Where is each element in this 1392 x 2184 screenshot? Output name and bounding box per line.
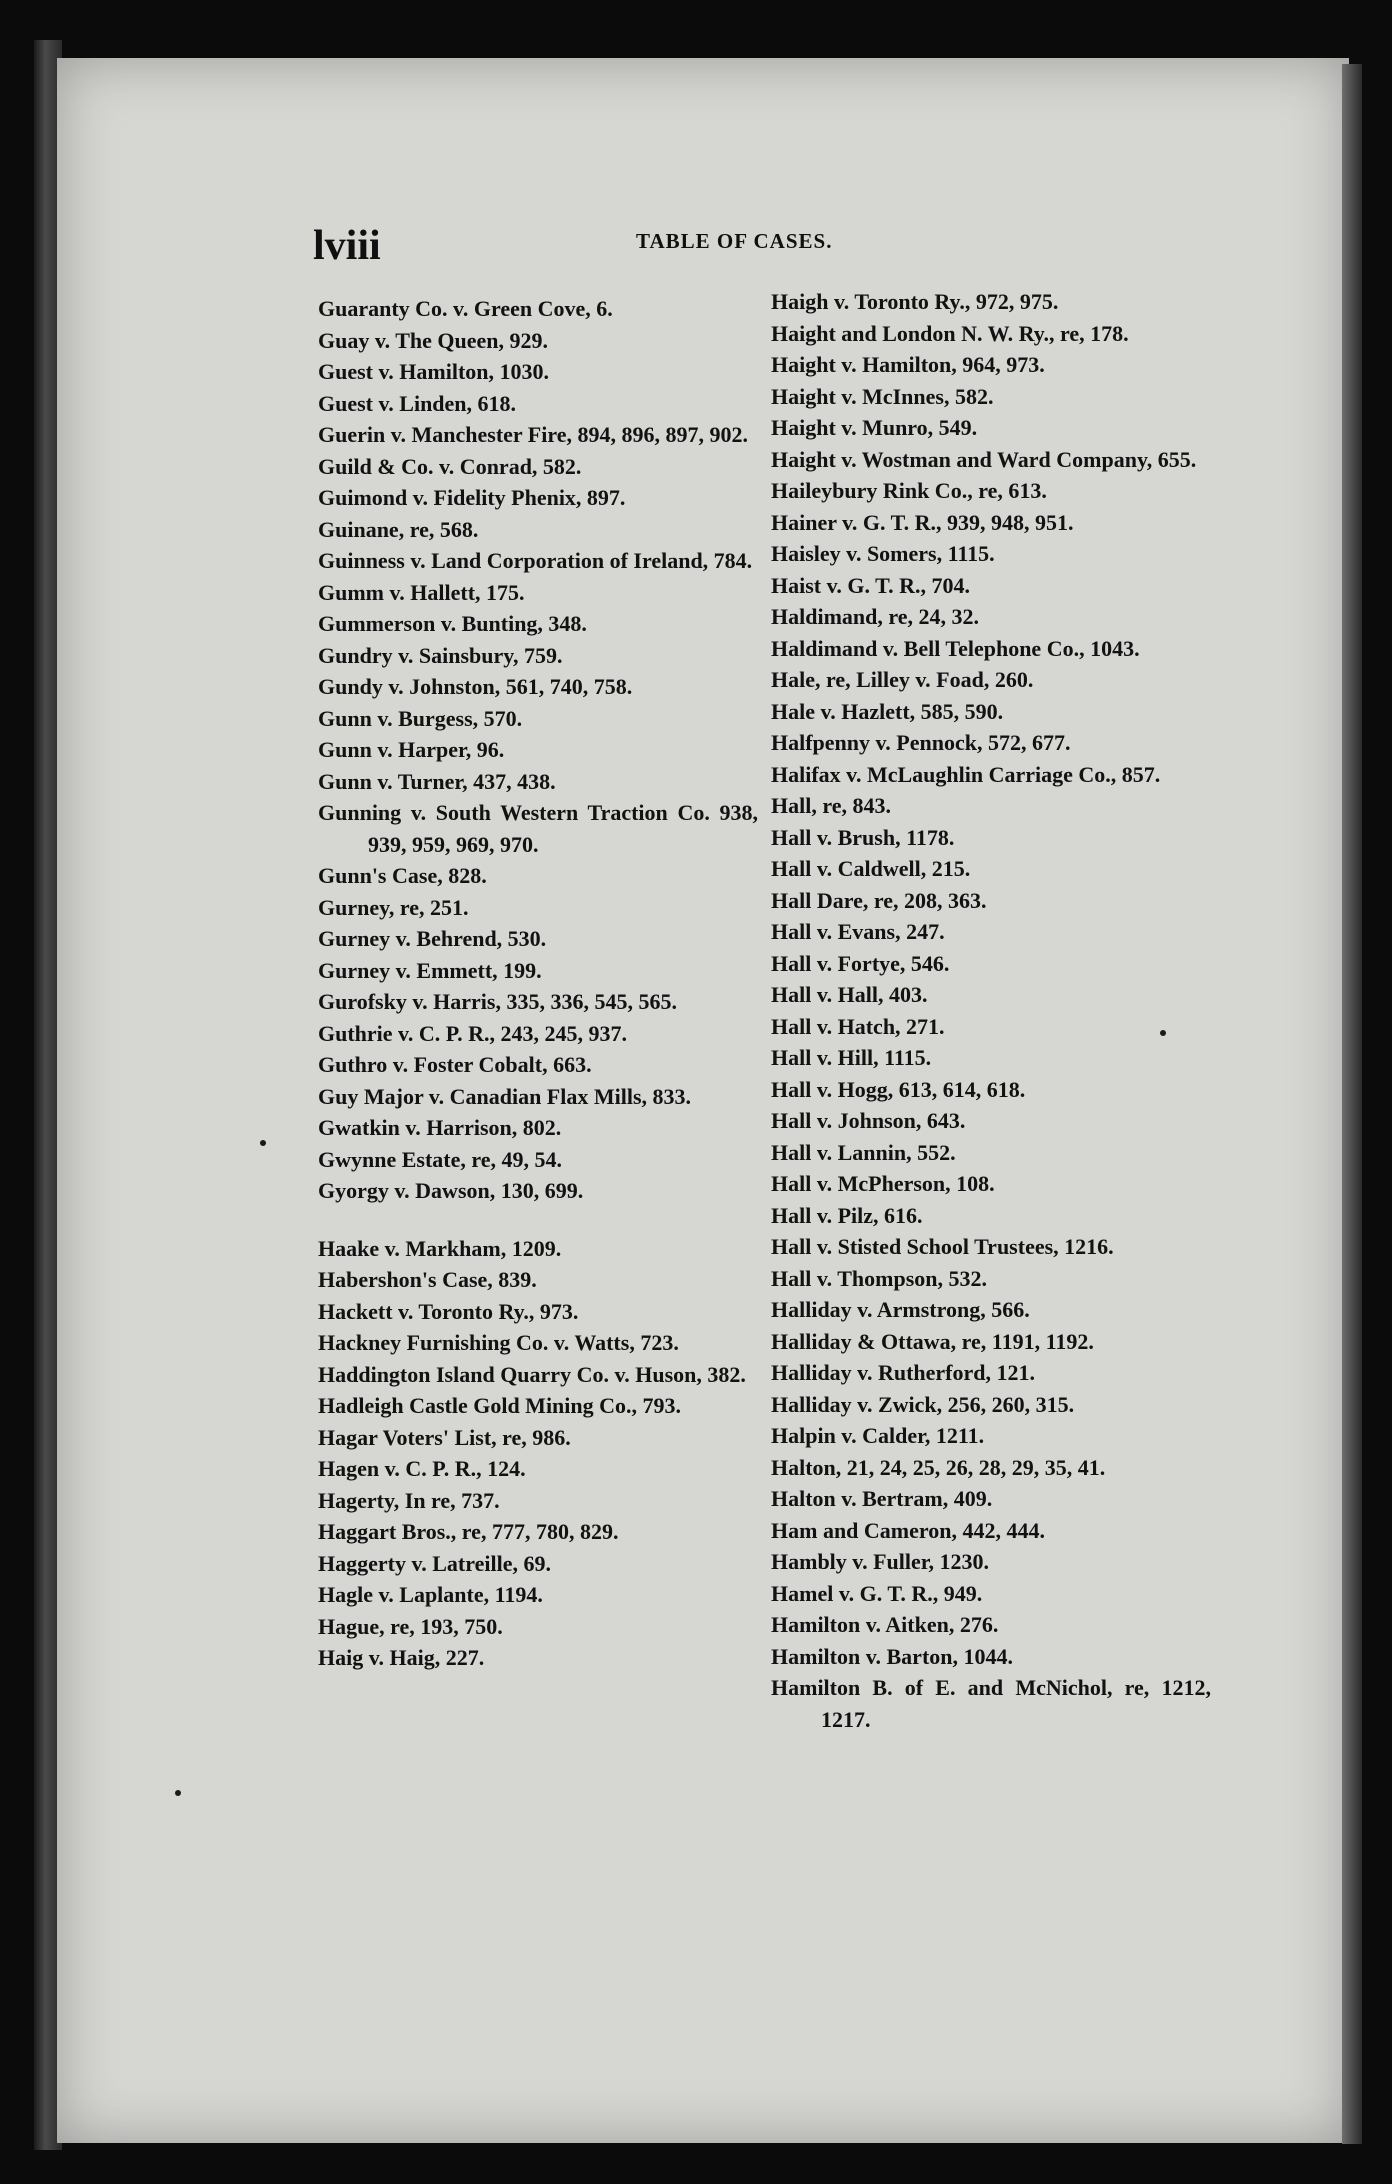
- case-entry: Gunn v. Turner, 437, 438.: [318, 768, 556, 794]
- case-entry: Gurofsky v. Harris, 335, 336, 545, 565.: [318, 989, 677, 1014]
- case-entry: Haight v. Munro, 549.: [771, 415, 978, 440]
- case-entry: Guthro v. Foster Cobalt, 663.: [318, 1052, 592, 1077]
- case-entry: Hall Dare, re, 208, 363.: [771, 887, 987, 913]
- case-entry: Guinness v. Land Corporation of Ireland, 784.: [318, 548, 753, 573]
- case-entry: Hagar Voters' List, re, 986.: [318, 1424, 571, 1450]
- case-entry: Hall v. Hogg, 613, 614, 618.: [771, 1076, 1026, 1102]
- case-entry: Haight v. Hamilton, 964, 973.: [771, 352, 1045, 377]
- case-entry: Halliday v. Armstrong, 566.: [771, 1297, 1030, 1322]
- case-entry: Gurney v. Emmett, 199.: [318, 957, 542, 983]
- case-entry: Hall v. Evans, 247.: [771, 919, 945, 944]
- case-entry: Hague, re, 193, 750.: [318, 1613, 503, 1639]
- case-entry: Guaranty Co. v. Green Cove, 6.: [318, 296, 613, 321]
- case-entry: Haisley v. Somers, 1115.: [771, 541, 995, 566]
- case-entry: Hadleigh Castle Gold Mining Co., 793.: [318, 1393, 682, 1418]
- case-entry: Halfpenny v. Pennock, 572, 677.: [771, 730, 1071, 755]
- left-column: [318, 293, 758, 1674]
- case-entry: Hambly v. Fuller, 1230.: [771, 1549, 989, 1574]
- page-right-edge: [1342, 64, 1362, 2144]
- g-entries: [318, 293, 758, 1207]
- right-entries: [771, 286, 1211, 1735]
- case-entry: Halton v. Bertram, 409.: [771, 1486, 993, 1511]
- dust-speck: [175, 1790, 181, 1796]
- right-column: [771, 286, 1211, 1735]
- case-entry: Gundry v. Sainsbury, 759.: [318, 642, 563, 668]
- case-entry: Gunn's Case, 828.: [318, 863, 487, 888]
- case-entry: Hale, re, Lilley v. Foad, 260.: [771, 667, 1034, 692]
- case-entry: Hamilton B. of E. and McNichol, re, 1212, 1217.: [771, 1675, 1211, 1732]
- case-entry: Gunn v. Harper, 96.: [318, 737, 505, 762]
- case-entry: Guest v. Linden, 618.: [318, 390, 517, 416]
- case-entry: Guimond v. Fidelity Phenix, 897.: [318, 485, 626, 510]
- case-entry: Haig v. Haig, 227.: [318, 1645, 485, 1670]
- case-entry: Halpin v. Calder, 1211.: [771, 1423, 985, 1448]
- case-entry: Haileybury Rink Co., re, 613.: [771, 478, 1047, 503]
- case-entry: Hall v. McPherson, 108.: [771, 1171, 995, 1196]
- case-entry: Hall v. Fortye, 546.: [771, 950, 950, 976]
- case-entry: Guild & Co. v. Conrad, 582.: [318, 453, 582, 479]
- case-entry: Hall v. Johnson, 643.: [771, 1108, 966, 1133]
- case-entry: Hackett v. Toronto Ry., 973.: [318, 1298, 579, 1324]
- case-entry: Halton, 21, 24, 25, 26, 28, 29, 35, 41.: [771, 1454, 1106, 1480]
- case-entry: Guest v. Hamilton, 1030.: [318, 359, 550, 384]
- case-entry: Gyorgy v. Dawson, 130, 699.: [318, 1178, 584, 1203]
- case-entry: Halliday & Ottawa, re, 1191, 1192.: [771, 1328, 1094, 1354]
- case-entry: Hagen v. C. P. R., 124.: [318, 1456, 526, 1481]
- case-entry: Hamel v. G. T. R., 949.: [771, 1580, 983, 1606]
- case-entry: Hall v. Hatch, 271.: [771, 1013, 945, 1039]
- case-entry: Haight and London N. W. Ry., re, 178.: [771, 320, 1129, 346]
- case-entry: Haight v. McInnes, 582.: [771, 383, 994, 409]
- case-entry: Haggart Bros., re, 777, 780, 829.: [318, 1519, 619, 1544]
- case-entry: Gunning v. South Western Traction Co. 938, 939, 959, 969, 970.: [318, 800, 758, 857]
- page-number: lviii: [313, 223, 381, 269]
- case-entry: Hackney Furnishing Co. v. Watts, 723.: [318, 1330, 679, 1355]
- case-entry: Guy Major v. Canadian Flax Mills, 833.: [318, 1083, 692, 1109]
- case-entry: Gwatkin v. Harrison, 802.: [318, 1115, 562, 1140]
- case-entry: Halifax v. McLaughlin Carriage Co., 857.: [771, 761, 1161, 787]
- case-entry: Hagle v. Laplante, 1194.: [318, 1582, 543, 1607]
- case-entry: Hall v. Caldwell, 215.: [771, 856, 971, 881]
- case-entry: Guthrie v. C. P. R., 243, 245, 937.: [318, 1020, 628, 1046]
- case-entry: Gurney, re, 251.: [318, 894, 469, 920]
- case-entry: Haigh v. Toronto Ry., 972, 975.: [771, 289, 1059, 314]
- case-entry: Hall v. Hill, 1115.: [771, 1045, 932, 1070]
- case-entry: Haggerty v. Latreille, 69.: [318, 1550, 551, 1576]
- case-entry: Hall v. Stisted School Trustees, 1216.: [771, 1234, 1114, 1259]
- case-entry: Gunn v. Burgess, 570.: [318, 705, 523, 731]
- case-entry: Hamilton v. Aitken, 276.: [771, 1612, 999, 1637]
- case-entry: Guinane, re, 568.: [318, 516, 479, 542]
- case-entry: Hamilton v. Barton, 1044.: [771, 1643, 1014, 1669]
- case-entry: Gumm v. Hallett, 175.: [318, 579, 525, 605]
- case-entry: Hall v. Pilz, 616.: [771, 1202, 923, 1228]
- case-entry: Haddington Island Quarry Co. v. Huson, 382.: [318, 1361, 746, 1387]
- case-entry: Guerin v. Manchester Fire, 894, 896, 897, 902.: [318, 422, 748, 447]
- case-entry: Haist v. G. T. R., 704.: [771, 572, 971, 598]
- case-entry: Ham and Cameron, 442, 444.: [771, 1517, 1045, 1543]
- case-entry: Haight v. Wostman and Ward Company, 655.: [771, 446, 1197, 472]
- case-entry: Hale v. Hazlett, 585, 590.: [771, 698, 1004, 724]
- case-entry: Habershon's Case, 839.: [318, 1267, 537, 1292]
- case-entry: Hall, re, 843.: [771, 793, 891, 818]
- case-entry: Haldimand v. Bell Telephone Co., 1043.: [771, 635, 1140, 661]
- case-entry: Halliday v. Rutherford, 121.: [771, 1360, 1036, 1385]
- case-entry: Hall v. Thompson, 532.: [771, 1265, 987, 1291]
- dust-speck: [260, 1140, 266, 1146]
- dust-speck: [1160, 1030, 1166, 1036]
- case-entry: Gurney v. Behrend, 530.: [318, 926, 547, 951]
- case-entry: Hainer v. G. T. R., 939, 948, 951.: [771, 509, 1074, 535]
- case-entry: Haake v. Markham, 1209.: [318, 1235, 562, 1261]
- case-entry: Gummerson v. Bunting, 348.: [318, 611, 587, 636]
- case-entry: Hall v. Hall, 403.: [771, 982, 928, 1007]
- case-entry: Halliday v. Zwick, 256, 260, 315.: [771, 1391, 1075, 1417]
- case-entry: Hall v. Brush, 1178.: [771, 824, 955, 850]
- case-entry: Hagerty, In re, 737.: [318, 1487, 500, 1513]
- h-entries: [318, 1233, 758, 1674]
- case-entry: Haldimand, re, 24, 32.: [771, 604, 980, 629]
- case-entry: Guay v. The Queen, 929.: [318, 327, 549, 353]
- case-entry: Gwynne Estate, re, 49, 54.: [318, 1146, 563, 1172]
- running-head: TABLE OF CASES.: [636, 229, 833, 253]
- section-gap: [318, 1207, 758, 1233]
- case-entry: Hall v. Lannin, 552.: [771, 1139, 956, 1165]
- case-entry: Gundy v. Johnston, 561, 740, 758.: [318, 674, 633, 699]
